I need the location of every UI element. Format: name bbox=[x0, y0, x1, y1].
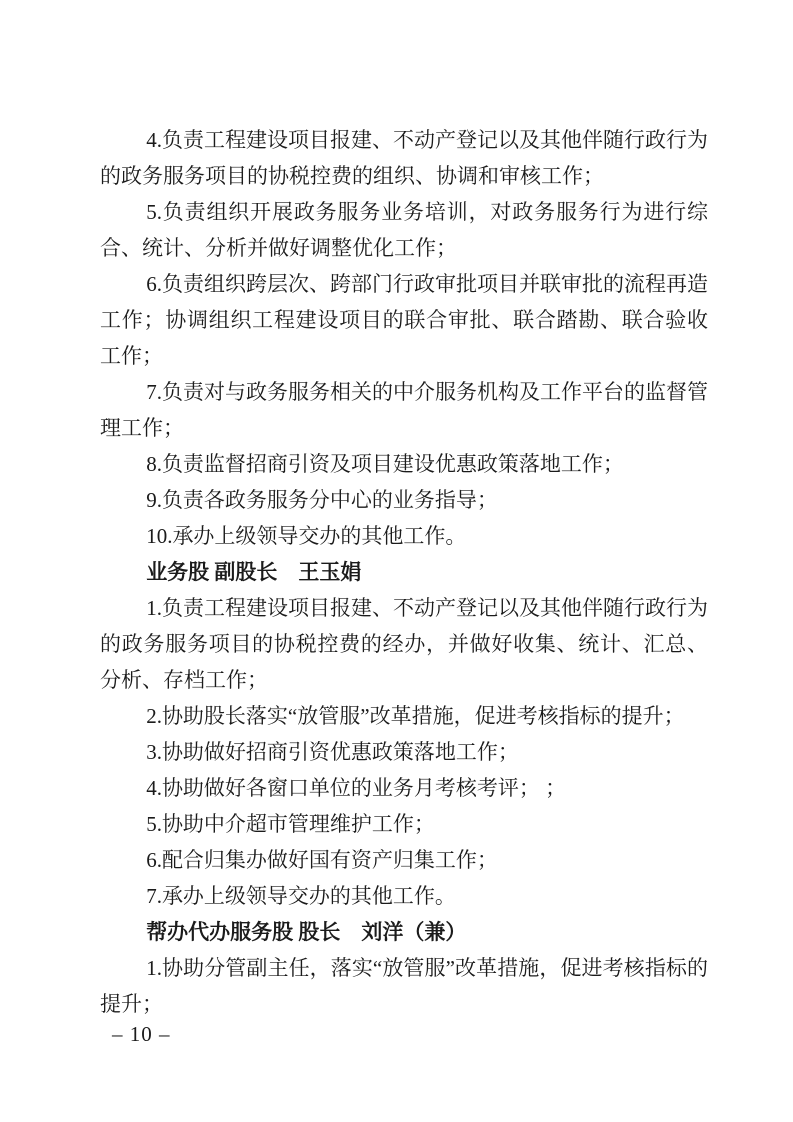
duty-paragraph: 4.协助做好各窗口单位的业务月考核考评； ； bbox=[146, 776, 567, 800]
duty-paragraph: 8.负责监督招商引资及项目建设优惠政策落地工作； bbox=[146, 452, 624, 476]
page-number: – 10 – bbox=[112, 1022, 171, 1046]
duty-paragraph: 7.承办上级领导交办的其他工作。 bbox=[146, 884, 456, 908]
duty-paragraph: 2.协助股长落实“放管服”改革措施，促进考核指标的提升； bbox=[146, 704, 685, 728]
duty-paragraph: 4.负责工程建设项目报建、不动产登记以及其他伴随行政行为的政务服务项目的协税控费的组织、协调和审核工作； bbox=[100, 128, 708, 188]
duty-paragraph: 7.负责对与政务服务相关的中介服务机构及工作平台的监督管理工作； bbox=[100, 380, 708, 440]
duty-paragraph: 3.协助做好招商引资优惠政策落地工作； bbox=[146, 740, 519, 764]
duty-paragraph: 1.协助分管副主任，落实“放管服”改革措施，促进考核指标的提升； bbox=[100, 956, 708, 1016]
duty-paragraph: 6.配合归集办做好国有资产归集工作； bbox=[146, 848, 498, 872]
section-heading-agency-service-unit: 帮办代办服务股 股长 刘洋（兼） bbox=[146, 920, 467, 944]
duty-paragraph: 9.负责各政务服务分中心的业务指导； bbox=[146, 488, 498, 512]
document-body bbox=[100, 122, 708, 1022]
duty-paragraph: 10.承办上级领导交办的其他工作。 bbox=[146, 524, 467, 548]
duty-paragraph: 5.协助中介超市管理维护工作； bbox=[146, 812, 435, 836]
duty-paragraph: 5.负责组织开展政务服务业务培训，对政务服务行为进行综合、统计、分析并做好调整优化工作； bbox=[100, 200, 708, 260]
section-heading-business-unit: 业务股 副股长 王玉娟 bbox=[146, 560, 362, 584]
duty-paragraph: 6.负责组织跨层次、跨部门行政审批项目并联审批的流程再造工作；协调组织工程建设项目的联合审批、联合踏勘、联合验收工作； bbox=[100, 272, 708, 368]
duty-paragraph: 1.负责工程建设项目报建、不动产登记以及其他伴随行政行为的政务服务项目的协税控费的经办，并做好收集、统计、汇总、分析、存档工作； bbox=[100, 596, 708, 692]
